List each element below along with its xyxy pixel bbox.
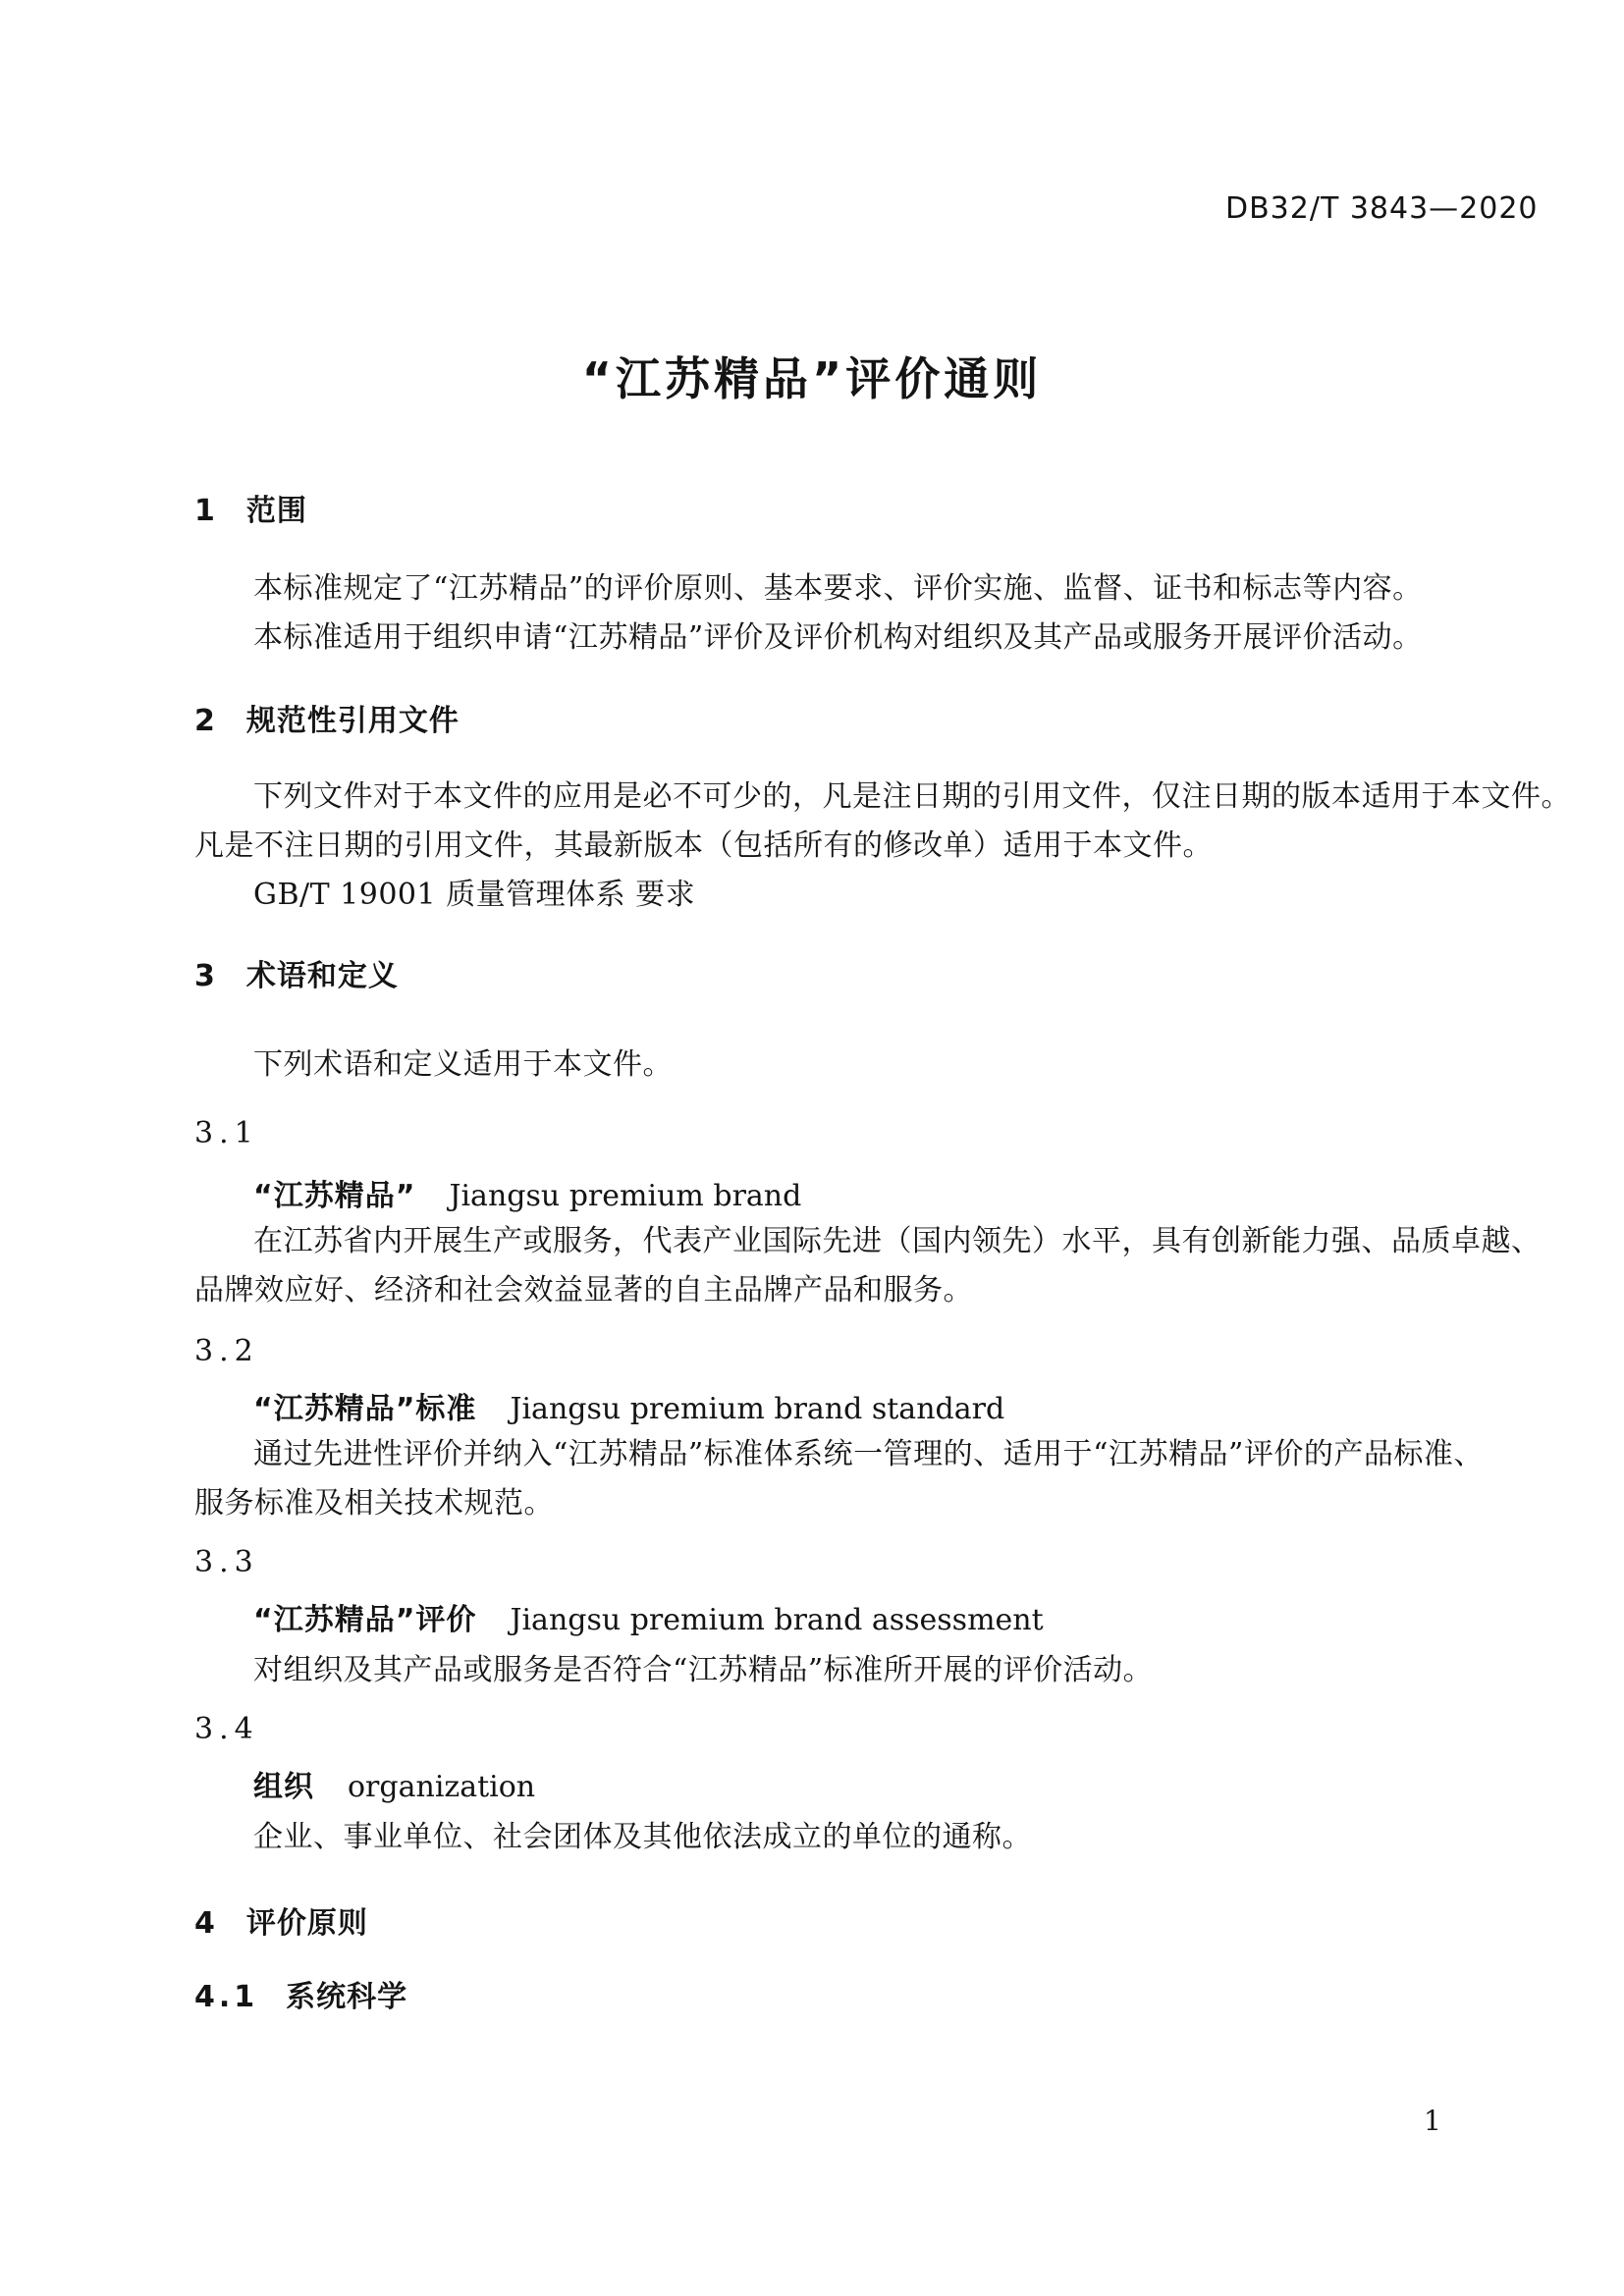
section-1-title: 范围 — [245, 494, 307, 528]
term-en-label: Jiangsu premium brand — [449, 1179, 802, 1213]
section-3-number: 3 — [194, 959, 219, 993]
section-4-number: 4 — [194, 1906, 219, 1941]
section-2-number: 2 — [194, 704, 219, 738]
section-3-heading — [194, 958, 399, 995]
section-3-title: 术语和定义 — [245, 959, 399, 993]
term-zh-label: 组织 — [253, 1770, 314, 1804]
section-4-1-title: 系统科学 — [286, 1980, 408, 2014]
term-en-label: organization — [348, 1770, 536, 1804]
normative-reference: GB/T 19001 质量管理体系 要求 — [253, 878, 696, 912]
section-4-1-heading — [194, 1979, 407, 2016]
section-4-heading — [194, 1905, 368, 1943]
term-number: 3.2 — [194, 1334, 259, 1368]
page-number: 1 — [1424, 2105, 1441, 2137]
term-definition-line: 在江苏省内开展生产或服务，代表产业国际先进（国内领先）水平，具有创新能力强、品质卓越、 — [253, 1224, 1542, 1258]
term-zh-label: “江苏精品” — [253, 1179, 416, 1213]
term-number: 3.3 — [194, 1545, 259, 1579]
term-zh-label: “江苏精品”评价 — [253, 1603, 477, 1637]
doc-code: DB32/T 3843—2020 — [1225, 191, 1539, 226]
term-zh-label: “江苏精品”标准 — [253, 1392, 477, 1426]
term-heading — [253, 1390, 1004, 1429]
section-1-number: 1 — [194, 494, 219, 528]
term-definition-line: 品牌效应好、经济和社会效益显著的自主品牌产品和服务。 — [194, 1273, 973, 1308]
term-heading — [253, 1177, 801, 1216]
section-4-1-number: 4.1 — [194, 1980, 259, 2014]
section-2-title: 规范性引用文件 — [245, 704, 460, 738]
term-definition-line: 对组织及其产品或服务是否符合“江苏精品”标准所开展的评价活动。 — [253, 1653, 1154, 1687]
term-heading — [253, 1601, 1044, 1640]
term-definition-line: 通过先进性评价并纳入“江苏精品”标准体系统一管理的、适用于“江苏精品”评价的产品标准、 — [253, 1437, 1484, 1471]
section-2-heading — [194, 703, 460, 740]
paragraph-line: 下列文件对于本文件的应用是必不可少的，凡是注日期的引用文件，仅注日期的版本适用于本文件。 — [253, 779, 1571, 814]
paragraph-line: 下列术语和定义适用于本文件。 — [253, 1047, 673, 1082]
term-heading — [253, 1768, 535, 1807]
term-en-label: Jiangsu premium brand standard — [510, 1392, 1005, 1426]
page-title: “江苏精品”评价通则 — [581, 352, 1043, 405]
term-definition-line: 企业、事业单位、社会团体及其他依法成立的单位的通称。 — [253, 1820, 1032, 1854]
section-1-heading — [194, 493, 307, 530]
term-number: 3.1 — [194, 1116, 259, 1150]
section-4-title: 评价原则 — [245, 1906, 368, 1941]
term-en-label: Jiangsu premium brand assessment — [510, 1603, 1044, 1637]
term-number: 3.4 — [194, 1712, 259, 1746]
paragraph-line: 凡是不注日期的引用文件，其最新版本（包括所有的修改单）适用于本文件。 — [194, 828, 1213, 863]
paragraph-line: 本标准适用于组织申请“江苏精品”评价及评价机构对组织及其产品或服务开展评价活动。 — [253, 620, 1423, 655]
paragraph-line: 本标准规定了“江苏精品”的评价原则、基本要求、评价实施、监督、证书和标志等内容。 — [253, 571, 1423, 606]
term-definition-line: 服务标准及相关技术规范。 — [194, 1486, 554, 1521]
